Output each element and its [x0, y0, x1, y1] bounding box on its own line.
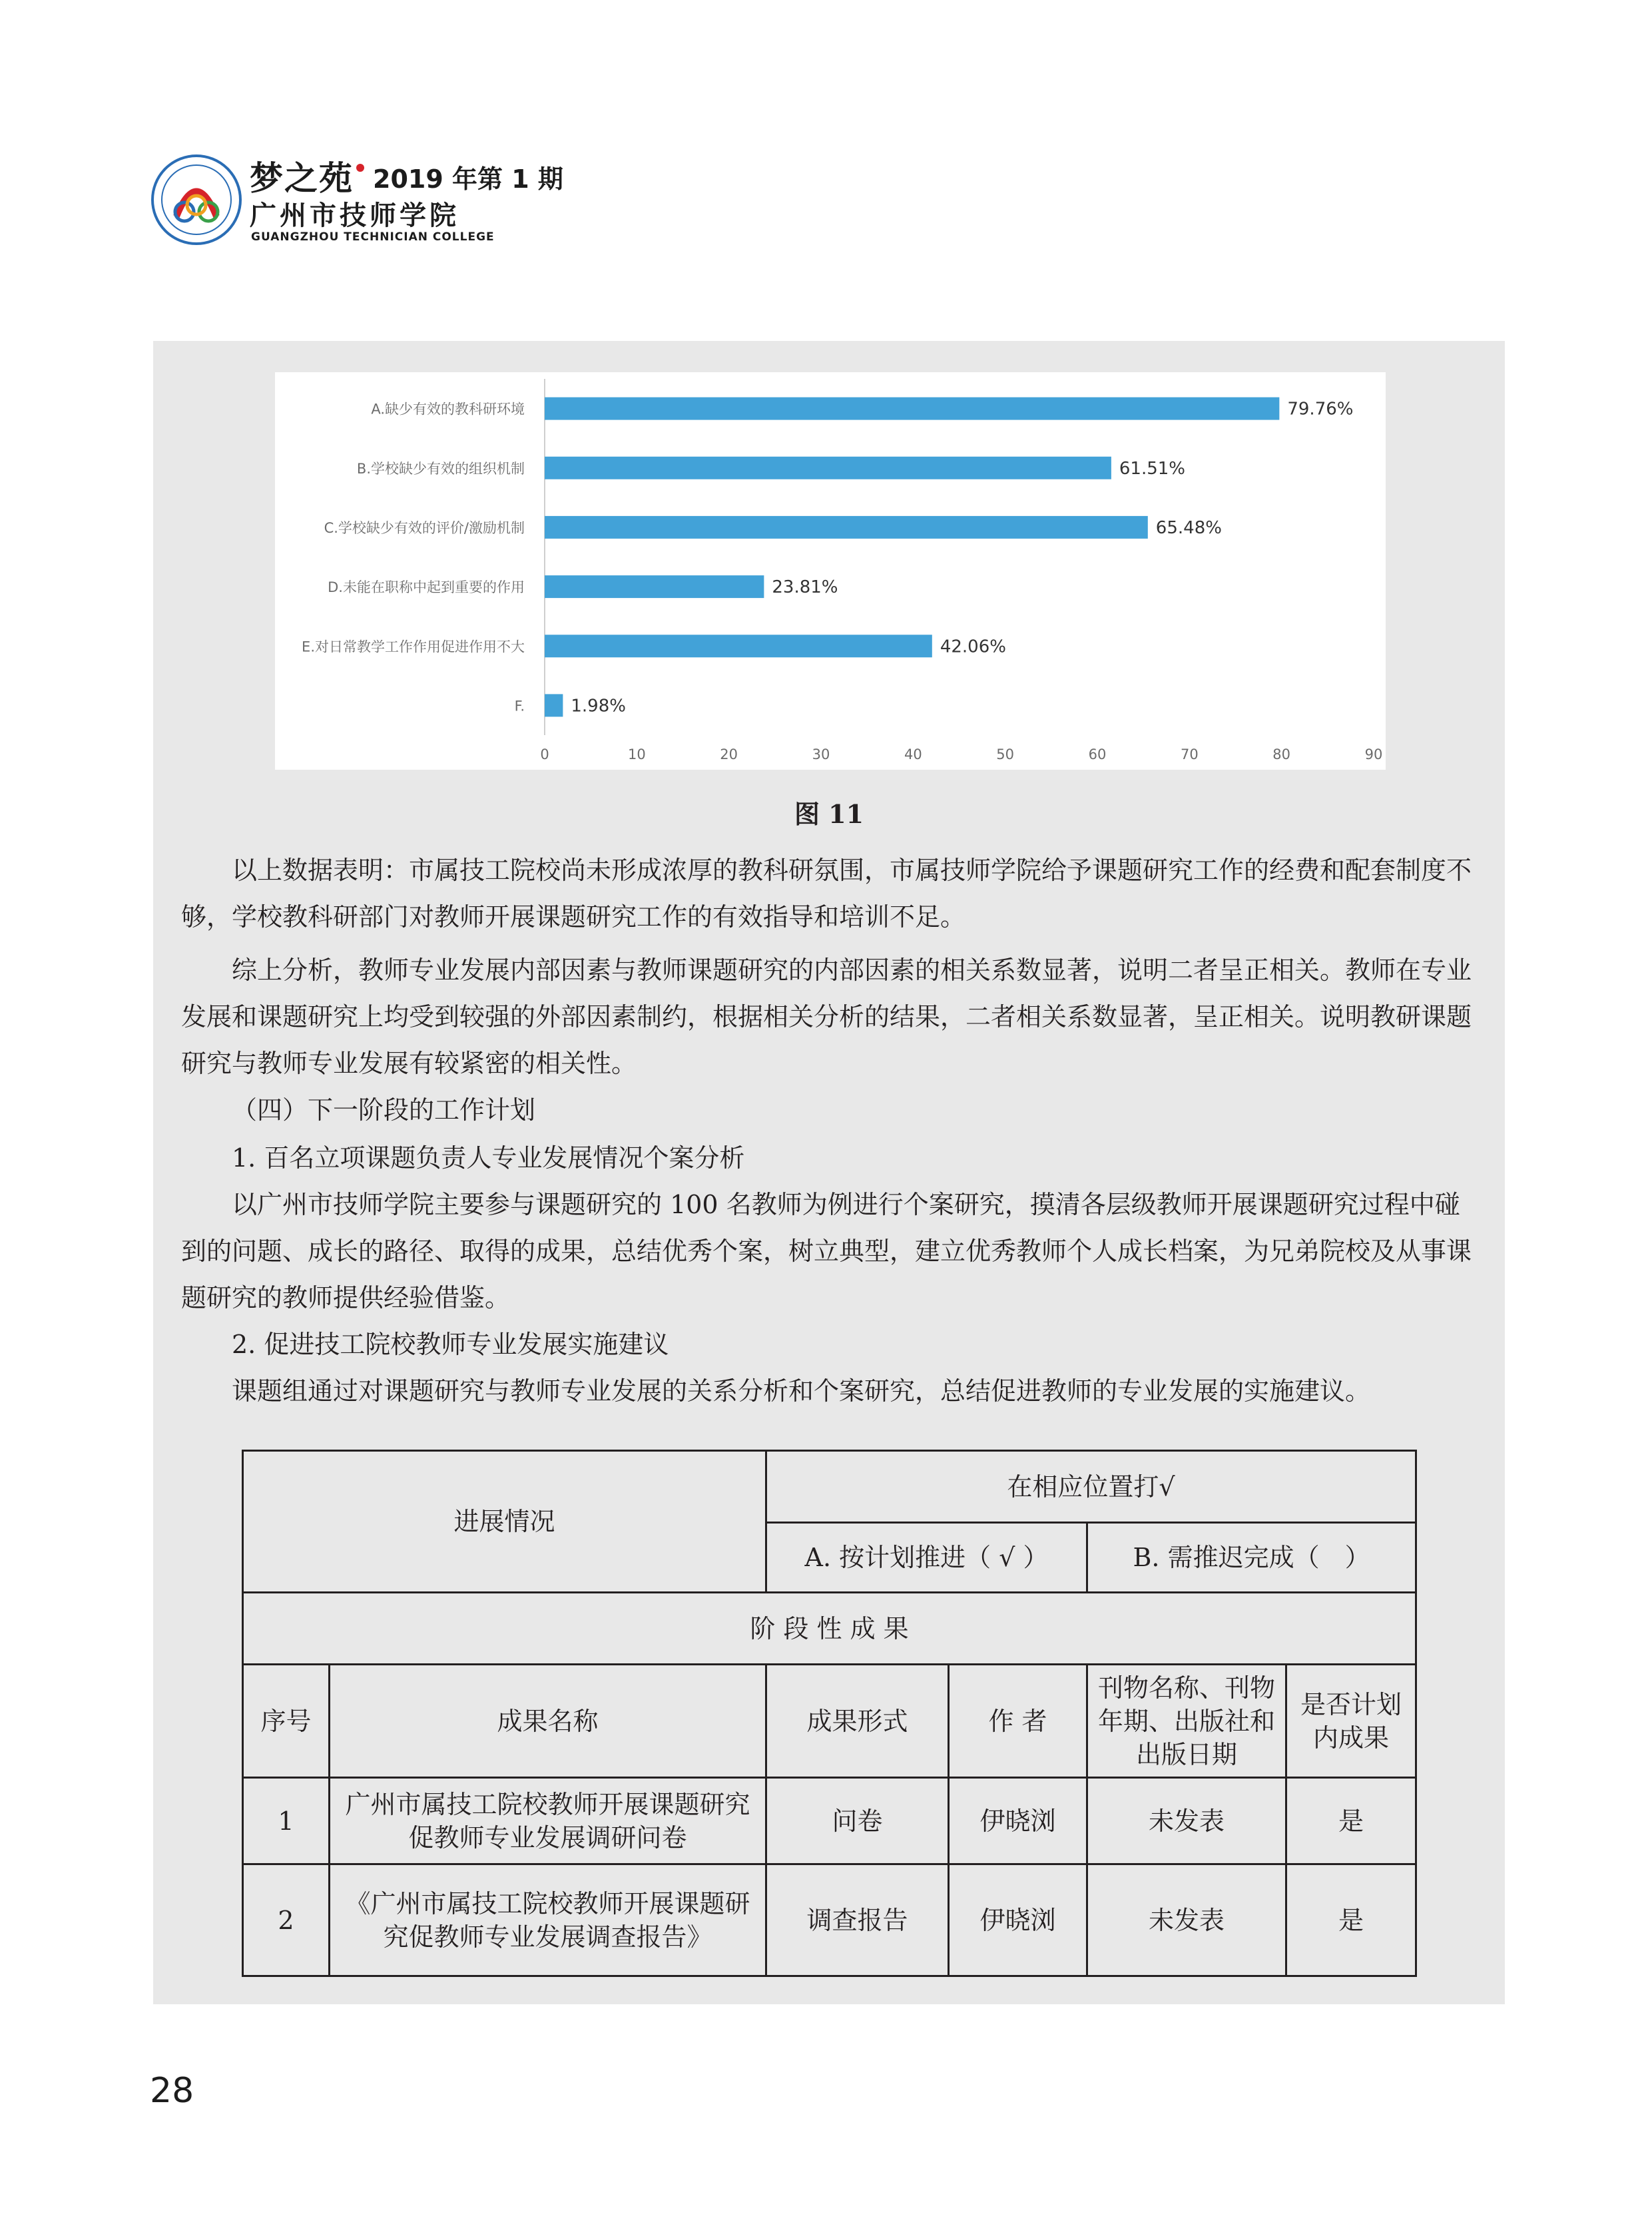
x-tick-label: 50 — [996, 746, 1015, 762]
data-label: 23.81% — [772, 577, 838, 598]
subsection-1-text: 以广州市技师学院主要参与课题研究的 100 名教师为例进行个案研究，摸清各层级教师开展课题研究过程中碰到的问题、成长的路径、取得的成果，总结优秀个案，树立典型，建立优秀教师个人成长档案，为兄弟院校及从事课题研究的教师提供经验借鉴。 — [181, 1190, 1472, 1312]
header-form: 成果形式 — [766, 1665, 949, 1778]
subsection-1-title: 1. 百名立项课题负责人专业发展情况个案分析 — [232, 1143, 745, 1173]
cell-index: 1 — [243, 1778, 330, 1864]
data-label: 79.76% — [1287, 399, 1354, 419]
cell-form: 调查报告 — [766, 1864, 949, 1976]
content-panel — [153, 341, 1505, 2004]
cell-publication: 未发表 — [1087, 1778, 1286, 1864]
option-a: A. 按计划推进（ √ ） — [766, 1523, 1087, 1593]
category-label: D.未能在职称中起到重要的作用 — [328, 579, 525, 596]
category-label: C.学校缺少有效的评价/激励机制 — [324, 519, 525, 536]
progress-label: 进展情况 — [243, 1451, 766, 1593]
category-label: F. — [514, 698, 525, 714]
x-tick-label: 70 — [1180, 746, 1199, 762]
cell-form: 问卷 — [766, 1778, 949, 1864]
subsection-2-text: 课题组通过对课题研究与教师专业发展的关系分析和个案研究，总结促进教师的专业发展的实施建议。 — [232, 1376, 1371, 1406]
results-label: 阶 段 性 成 果 — [243, 1593, 1416, 1665]
issue-label: 2019 年第 1 期 — [373, 164, 563, 194]
page-number: 28 — [150, 2071, 194, 2111]
paragraph-2: 综上分析，教师专业发展内部因素与教师课题研究的内部因素的相关系数显著，说明二者呈正相关。教师在专业发展和课题研究上均受到较强的外部因素制约，根据相关分析的结果，二者相关系数显著，呈正相关。说明教研课题研究与教师专业发展有较紧密的相关性。 — [181, 956, 1472, 1078]
category-label: B.学校缺少有效的组织机制 — [356, 460, 525, 477]
masthead — [150, 146, 749, 253]
header-planned: 是否计划内成果 — [1286, 1665, 1416, 1778]
cell-title: 广州市属技工院校教师开展课题研究促教师专业发展调研问卷 — [330, 1778, 766, 1864]
data-label: 42.06% — [940, 637, 1006, 657]
bar — [545, 398, 1279, 420]
cell-publication: 未发表 — [1087, 1864, 1286, 1976]
x-tick-label: 0 — [540, 746, 549, 762]
data-label: 65.48% — [1155, 517, 1222, 538]
category-label: E.对日常教学工作作用促进作用不大 — [302, 639, 525, 655]
data-label: 1.98% — [571, 696, 626, 716]
header-title: 成果名称 — [330, 1665, 766, 1778]
bar — [545, 457, 1111, 479]
magazine-name: 梦之苑 — [250, 159, 354, 198]
section-heading: （四）下一阶段的工作计划 — [232, 1095, 536, 1125]
category-label: A.缺少有效的教科研环境 — [371, 401, 525, 417]
mark-label: 在相应位置打√ — [766, 1451, 1416, 1523]
cell-author: 伊晓浏 — [949, 1864, 1087, 1976]
table-row — [243, 1864, 1416, 1976]
x-tick-label: 30 — [812, 746, 830, 762]
bar-chart-container — [275, 372, 1386, 770]
x-tick-label: 40 — [904, 746, 922, 762]
option-b: B. 需推迟完成（ ） — [1087, 1523, 1416, 1593]
header-author: 作 者 — [949, 1665, 1087, 1778]
subsection-2-title: 2. 促进技工院校教师专业发展实施建议 — [232, 1330, 669, 1359]
figure-caption: 图 11 — [794, 799, 864, 829]
table-row — [243, 1778, 1416, 1864]
cell-planned: 是 — [1286, 1778, 1416, 1864]
x-tick-label: 60 — [1088, 746, 1107, 762]
x-tick-label: 10 — [627, 746, 646, 762]
bar — [545, 575, 764, 598]
header-publication: 刊物名称、刊物年期、出版社和出版日期 — [1087, 1665, 1286, 1778]
bar — [545, 635, 932, 657]
college-name-en: GUANGZHOU TECHNICIAN COLLEGE — [251, 230, 495, 244]
x-tick-label: 80 — [1272, 746, 1291, 762]
cell-title: 《广州市属技工院校教师开展课题研究促教师专业发展调查报告》 — [330, 1864, 766, 1976]
header-index: 序号 — [243, 1665, 330, 1778]
results-table — [242, 1450, 1417, 1977]
bar — [545, 516, 1148, 539]
cell-index: 2 — [243, 1864, 330, 1976]
x-tick-label: 20 — [720, 746, 738, 762]
cell-planned: 是 — [1286, 1864, 1416, 1976]
college-logo-icon — [150, 153, 243, 246]
separator-dot — [356, 164, 364, 172]
bar — [545, 694, 563, 716]
college-name-cn: 广州市技师学院 — [250, 200, 459, 231]
data-label: 61.51% — [1119, 458, 1186, 479]
paragraph-1: 以上数据表明：市属技工院校尚未形成浓厚的教科研氛围，市属技师学院给予课题研究工作的经费和配套制度不够，学校教科研部门对教师开展课题研究工作的有效指导和培训不足。 — [181, 856, 1472, 932]
bar-chart — [275, 372, 1386, 770]
x-tick-label: 90 — [1364, 746, 1383, 762]
cell-author: 伊晓浏 — [949, 1778, 1087, 1864]
